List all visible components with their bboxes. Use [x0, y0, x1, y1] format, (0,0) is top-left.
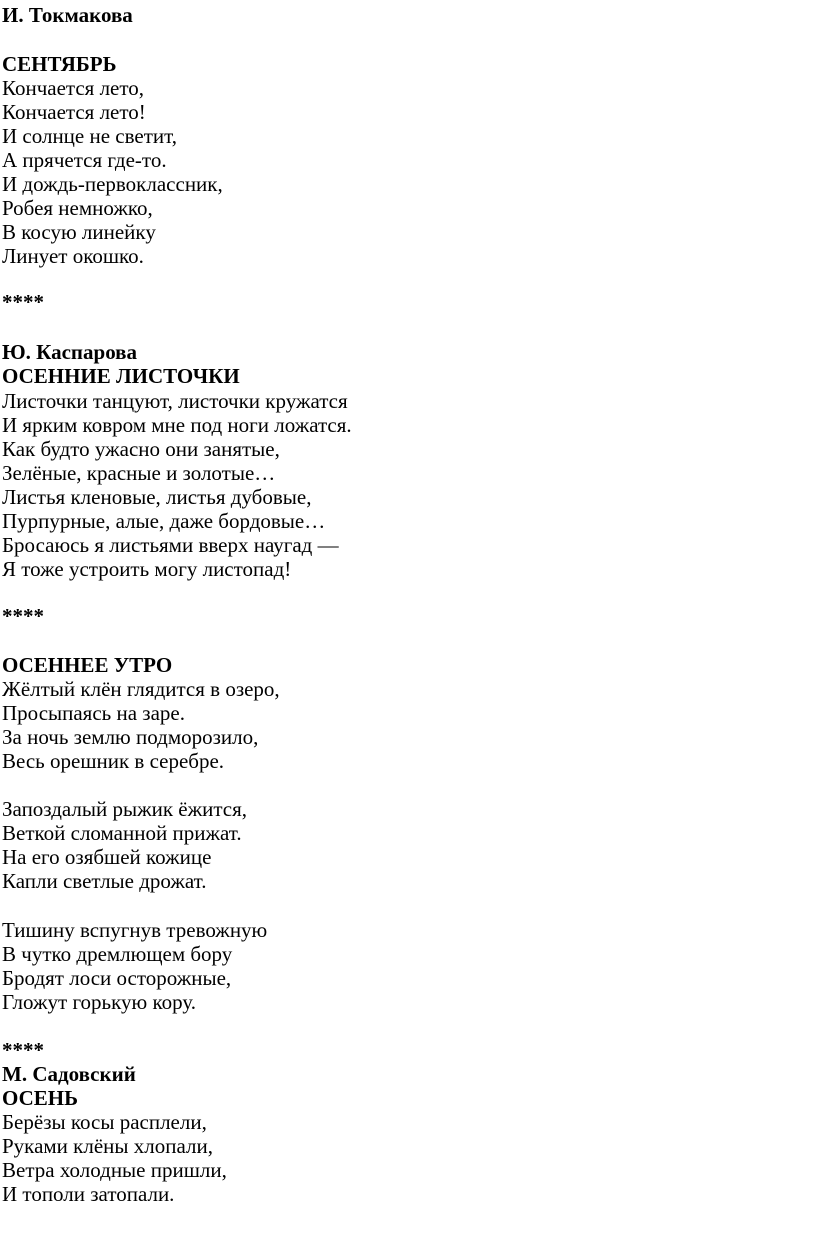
poem3-line: Запоздалый рыжик ёжится,	[2, 797, 248, 821]
poem2-line: Листья кленовые, листья дубовые,	[2, 485, 312, 509]
poem1-title: СЕНТЯБРЬ	[2, 52, 117, 76]
poem2-line: Зелёные, красные и золотые…	[2, 461, 276, 485]
poem2-line: Как будто ужасно они занятые,	[2, 437, 280, 461]
poem3-line: Капли светлые дрожат.	[2, 869, 207, 893]
poem3-line: Гложут горькую кору.	[2, 990, 196, 1014]
poem3-line: В чутко дремлющем бору	[2, 942, 233, 966]
poem3-title: ОСЕННЕЕ УТРО	[2, 653, 173, 677]
separator: ****	[2, 290, 44, 314]
poem3-line: На его озябшей кожице	[2, 845, 212, 869]
poem1-line: Кончается лето,	[2, 76, 145, 100]
poem2-line: Бросаюсь я листьями вверх наугад —	[2, 533, 339, 557]
poem4-line: Руками клёны хлопали,	[2, 1134, 213, 1158]
poem1-line: Линует окошко.	[2, 244, 144, 268]
poem3-line: Веткой сломанной прижат.	[2, 821, 242, 845]
poem1-line: И солнце не светит,	[2, 124, 177, 148]
poem1-line: А прячется где-то.	[2, 148, 167, 172]
poem4-title: ОСЕНЬ	[2, 1086, 78, 1110]
poem2-line: Пурпурные, алые, даже бордовые…	[2, 509, 326, 533]
poem4-line: И тополи затопали.	[2, 1182, 175, 1206]
poem2-line: Листочки танцуют, листочки кружатся	[2, 389, 348, 413]
poem4-line: Ветра холодные пришли,	[2, 1158, 227, 1182]
poem2-line: И ярким ковром мне под ноги ложатся.	[2, 413, 352, 437]
poem1-line: В косую линейку	[2, 220, 156, 244]
separator: ****	[2, 604, 44, 628]
poem3-line: Жёлтый клён глядится в озеро,	[2, 677, 280, 701]
poem3-line: Тишину вспугнув тревожную	[2, 918, 268, 942]
poem1-author: И. Токмакова	[2, 3, 133, 27]
poem2-author: Ю. Каспарова	[2, 340, 138, 364]
poem4-author: М. Садовский	[2, 1062, 136, 1086]
poem1-line: Кончается лето!	[2, 100, 146, 124]
poem3-line: Просыпаясь на заре.	[2, 701, 185, 725]
poem1-line: Робея немножко,	[2, 196, 153, 220]
poem1-line: И дождь-первоклассник,	[2, 172, 223, 196]
poem4-line: Берёзы косы расплели,	[2, 1110, 207, 1134]
poem3-line: Весь орешник в серебре.	[2, 749, 225, 773]
poem2-line: Я тоже устроить могу листопад!	[2, 557, 292, 581]
poem3-line: Бродят лоси осторожные,	[2, 966, 232, 990]
poem3-line: За ночь землю подморозило,	[2, 725, 259, 749]
poem2-title: ОСЕННИЕ ЛИСТОЧКИ	[2, 364, 240, 388]
separator: ****	[2, 1038, 44, 1062]
